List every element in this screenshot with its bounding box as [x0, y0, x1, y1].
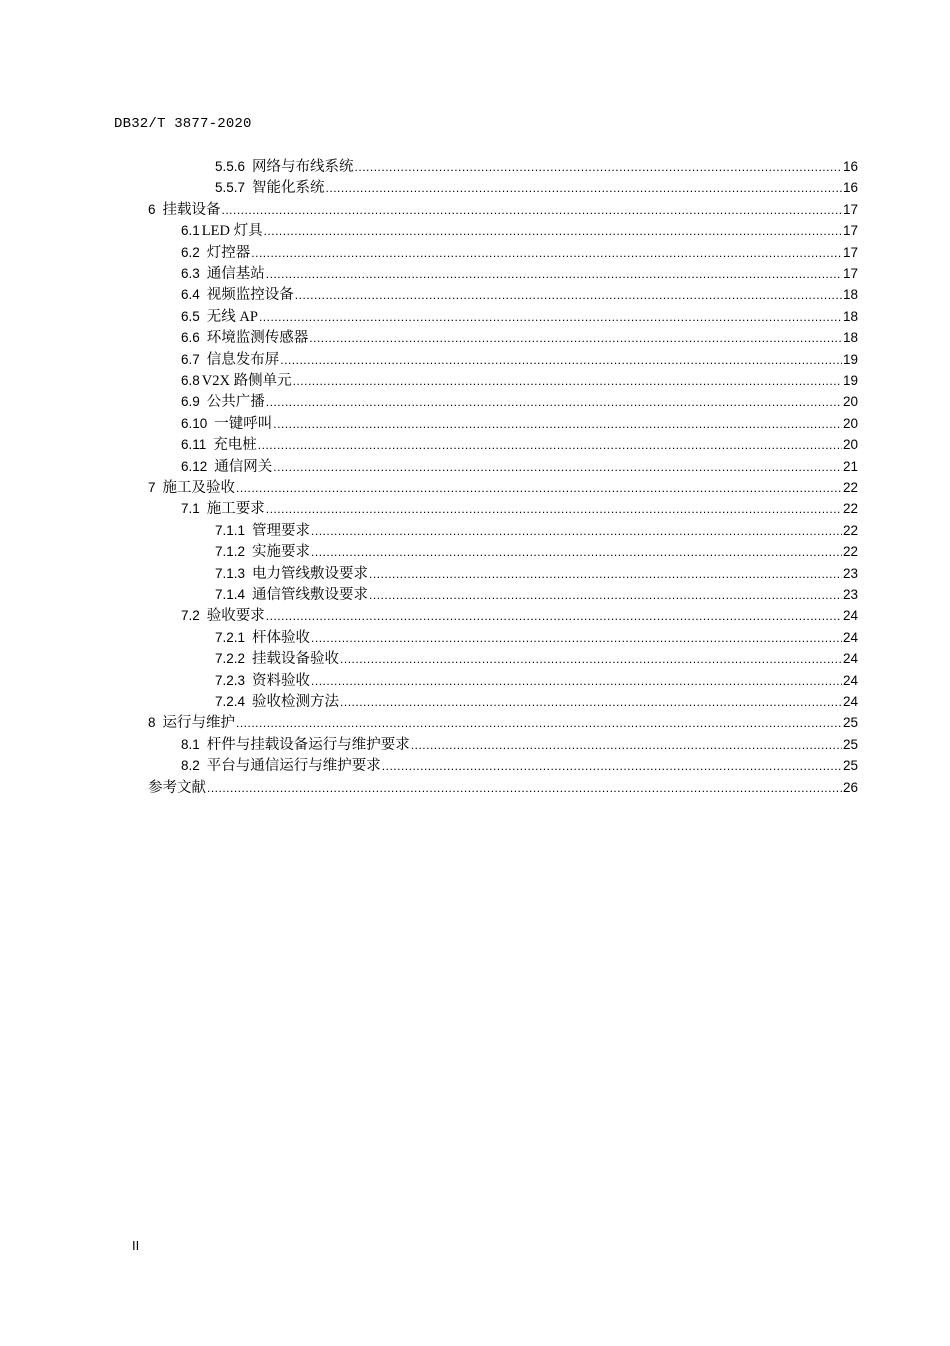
toc-entry-page: 19 — [842, 352, 858, 367]
toc-entry[interactable] — [148, 199, 858, 220]
toc-entry-page: 22 — [842, 523, 858, 538]
toc-entry-page: 24 — [842, 630, 858, 645]
toc-entry-number: 7.2.3 — [215, 673, 246, 688]
toc-entry[interactable] — [181, 413, 858, 434]
toc-entry-label — [181, 755, 381, 777]
dot-leader — [266, 606, 842, 627]
toc-entry-title: 信息发布屏 — [206, 352, 280, 368]
toc-entry[interactable] — [181, 734, 858, 755]
toc-entry-number: 5.5.6 — [215, 159, 246, 174]
toc-entry-title: V2X 路侧单元 — [201, 373, 292, 389]
toc-entry-page: 25 — [842, 737, 858, 752]
toc-entry-label — [181, 220, 263, 242]
toc-entry[interactable] — [215, 584, 858, 605]
document-code-header: DB32/T 3877-2020 — [114, 116, 252, 132]
toc-entry-number: 8.1 — [181, 737, 200, 752]
toc-entry-page: 25 — [842, 715, 858, 730]
toc-entry-page: 23 — [842, 587, 858, 602]
toc-entry-label — [215, 627, 310, 649]
toc-entry-page: 24 — [842, 651, 858, 666]
dot-leader — [273, 414, 842, 435]
toc-entry-number: 7.1.3 — [215, 566, 246, 581]
toc-entry-title: 通信网关 — [214, 459, 273, 475]
toc-entry-number: 7.1.4 — [215, 587, 246, 602]
dot-leader — [259, 307, 842, 328]
toc-entry-page: 17 — [842, 245, 858, 260]
toc-entry[interactable] — [148, 477, 858, 498]
toc-entry-title: 管理要求 — [252, 523, 311, 539]
dot-leader — [280, 350, 842, 371]
toc-entry-title: 一键呼叫 — [214, 416, 273, 432]
dot-leader — [340, 649, 842, 670]
toc-entry-number: 6.10 — [181, 416, 208, 431]
toc-entry-number: 5.5.7 — [215, 180, 246, 195]
toc-entry[interactable] — [181, 370, 858, 391]
toc-entry-page: 24 — [842, 608, 858, 623]
toc-entry-page: 22 — [842, 544, 858, 559]
toc-entry-title: 智能化系统 — [252, 180, 325, 196]
toc-entry[interactable] — [215, 541, 858, 562]
toc-entry[interactable] — [215, 177, 858, 198]
page-number: II — [132, 1238, 140, 1253]
toc-entry[interactable] — [181, 605, 858, 626]
toc-entry-page: 18 — [842, 330, 858, 345]
toc-entry-number: 7.2.1 — [215, 630, 246, 645]
toc-entry-label — [215, 670, 310, 692]
toc-entry-title: 参考文献 — [148, 780, 206, 796]
toc-entry-page: 19 — [842, 373, 858, 388]
dot-leader — [311, 671, 842, 692]
dot-leader — [207, 778, 842, 799]
toc-entry-title: 杆体验收 — [252, 630, 311, 646]
toc-entry-number: 6.2 — [181, 245, 200, 260]
toc-entry-number: 7.1.2 — [215, 544, 246, 559]
toc-entry-number: 7.1.1 — [215, 523, 246, 538]
toc-entry-page: 20 — [842, 394, 858, 409]
toc-entry-label — [181, 263, 265, 285]
toc-entry-title: 通信基站 — [206, 266, 265, 282]
toc-entry-label — [181, 242, 250, 264]
toc-entry-page: 24 — [842, 673, 858, 688]
toc-entry-number: 6.4 — [181, 287, 200, 302]
toc-entry-label — [215, 156, 354, 178]
toc-entry-number: 6.1 — [181, 223, 200, 238]
toc-entry-page: 26 — [842, 780, 858, 795]
dot-leader — [258, 435, 842, 456]
toc-entry[interactable] — [215, 648, 858, 669]
toc-entry-number: 8.2 — [181, 758, 200, 773]
dot-leader — [266, 392, 842, 413]
toc-entry[interactable] — [215, 563, 858, 584]
toc-entry-label — [181, 327, 308, 349]
toc-entry-label — [215, 584, 368, 606]
toc-entry[interactable] — [215, 520, 858, 541]
toc-entry-title: 运行与维护 — [162, 715, 236, 731]
dot-leader — [236, 478, 842, 499]
dot-leader — [266, 264, 842, 285]
toc-entry-label — [181, 434, 257, 456]
toc-entry-label — [181, 605, 265, 627]
toc-entry-label — [215, 691, 339, 713]
toc-entry-page: 17 — [842, 266, 858, 281]
toc-entry-title: 电力管线敷设要求 — [252, 566, 369, 582]
toc-entry-number: 6.9 — [181, 394, 200, 409]
toc-entry-page: 24 — [842, 694, 858, 709]
toc-entry-label — [181, 306, 258, 328]
toc-entry-page: 23 — [842, 566, 858, 581]
toc-entry[interactable] — [181, 434, 858, 455]
toc-entry[interactable] — [148, 712, 858, 733]
toc-entry[interactable] — [215, 691, 858, 712]
toc-entry-number: 6 — [148, 202, 156, 217]
dot-leader — [251, 243, 842, 264]
toc-entry[interactable] — [215, 670, 858, 691]
toc-entry-title: 充电桩 — [213, 437, 257, 453]
toc-entry[interactable] — [148, 777, 858, 798]
toc-entry[interactable] — [181, 220, 858, 241]
toc-entry-number: 7 — [148, 480, 156, 495]
toc-entry-label — [181, 498, 265, 520]
toc-entry[interactable] — [181, 263, 858, 284]
toc-entry-page: 22 — [842, 480, 858, 495]
dot-leader — [222, 200, 842, 221]
toc-entry-page: 16 — [842, 159, 858, 174]
dot-leader — [266, 499, 842, 520]
toc-entry-title: 平台与通信运行与维护要求 — [206, 758, 381, 774]
dot-leader — [264, 221, 842, 242]
dot-leader — [311, 542, 842, 563]
toc-entry-title: 通信管线敷设要求 — [252, 587, 369, 603]
toc-entry-page: 16 — [842, 180, 858, 195]
toc-entry-page: 18 — [842, 287, 858, 302]
toc-entry-title: 验收检测方法 — [252, 694, 340, 710]
toc-entry-title: 无线 AP — [206, 309, 258, 325]
toc-entry-title: 挂载设备 — [162, 202, 221, 218]
toc-entry-label — [215, 177, 325, 199]
dot-leader — [309, 328, 842, 349]
toc-entry-label — [181, 734, 410, 756]
toc-entry[interactable] — [181, 327, 858, 348]
dot-leader — [295, 285, 842, 306]
toc-entry-number: 7.2 — [181, 608, 200, 623]
toc-entry-label — [215, 648, 339, 670]
dot-leader — [273, 457, 842, 478]
dot-leader — [411, 735, 842, 756]
toc-entry-number: 7.2.4 — [215, 694, 246, 709]
toc-entry-label — [148, 477, 235, 499]
toc-entry-label — [215, 520, 310, 542]
toc-entry-label — [181, 370, 292, 392]
toc-entry-page: 18 — [842, 309, 858, 324]
toc-entry-page: 17 — [842, 223, 858, 238]
toc-entry-label — [148, 712, 235, 734]
toc-entry-title: 实施要求 — [252, 544, 311, 560]
dot-leader — [382, 756, 842, 777]
toc-entry-title: 视频监控设备 — [206, 287, 294, 303]
toc-entry-label — [148, 199, 221, 221]
toc-entry-page: 21 — [842, 459, 858, 474]
toc-entry-page: 25 — [842, 758, 858, 773]
toc-entry-number: 6.7 — [181, 352, 200, 367]
toc-entry-page: 20 — [842, 416, 858, 431]
toc-entry-number: 6.5 — [181, 309, 200, 324]
toc-entry-title: 公共广播 — [206, 394, 265, 410]
toc-entry-title: 验收要求 — [206, 608, 265, 624]
toc-entry[interactable] — [181, 391, 858, 412]
dot-leader — [236, 713, 842, 734]
toc-entry[interactable] — [181, 349, 858, 370]
toc-entry-number: 6.3 — [181, 266, 200, 281]
toc-entry-page: 22 — [842, 501, 858, 516]
toc-entry-label — [148, 778, 206, 799]
toc-entry-title: LED 灯具 — [201, 223, 263, 239]
toc-entry[interactable] — [181, 242, 858, 263]
toc-entry-title: 挂载设备验收 — [252, 651, 340, 667]
toc-entry-number: 6.8 — [181, 373, 200, 388]
toc-entry-page: 17 — [842, 202, 858, 217]
dot-leader — [293, 371, 842, 392]
dot-leader — [369, 564, 842, 585]
dot-leader — [369, 585, 842, 606]
dot-leader — [355, 157, 842, 178]
dot-leader — [340, 692, 842, 713]
toc-entry-label — [215, 563, 368, 585]
toc-entry-label — [181, 349, 279, 371]
toc-entry-label — [181, 456, 272, 478]
dot-leader — [326, 178, 842, 199]
toc-entry-label — [181, 284, 294, 306]
toc-entry-page: 20 — [842, 437, 858, 452]
toc-entry[interactable] — [181, 284, 858, 305]
toc-entry[interactable] — [181, 456, 858, 477]
toc-entry-label — [215, 541, 310, 563]
toc-entry-title: 施工要求 — [206, 501, 265, 517]
toc-entry-number: 6.6 — [181, 330, 200, 345]
toc-entry-number: 8 — [148, 715, 156, 730]
toc-entry-number: 7.1 — [181, 501, 200, 516]
toc-entry-number: 7.2.2 — [215, 651, 246, 666]
toc-entry-title: 环境监测传感器 — [206, 330, 309, 346]
dot-leader — [311, 521, 842, 542]
toc-entry[interactable] — [181, 306, 858, 327]
toc-entry[interactable] — [215, 627, 858, 648]
toc-entry-title: 灯控器 — [206, 245, 251, 261]
toc-entry-title: 杆件与挂载设备运行与维护要求 — [206, 737, 410, 753]
dot-leader — [311, 628, 842, 649]
toc-entry-title: 资料验收 — [252, 673, 311, 689]
toc-entry-number: 6.12 — [181, 459, 208, 474]
toc-entry[interactable] — [181, 498, 858, 519]
toc-entry[interactable] — [215, 156, 858, 177]
toc-entry-number: 6.11 — [181, 437, 207, 452]
toc-entry-label — [181, 391, 265, 413]
toc-entry-title: 施工及验收 — [162, 480, 236, 496]
toc-entry-label — [181, 413, 272, 435]
toc-entry-title: 网络与布线系统 — [252, 159, 354, 175]
toc-entry[interactable] — [181, 755, 858, 776]
